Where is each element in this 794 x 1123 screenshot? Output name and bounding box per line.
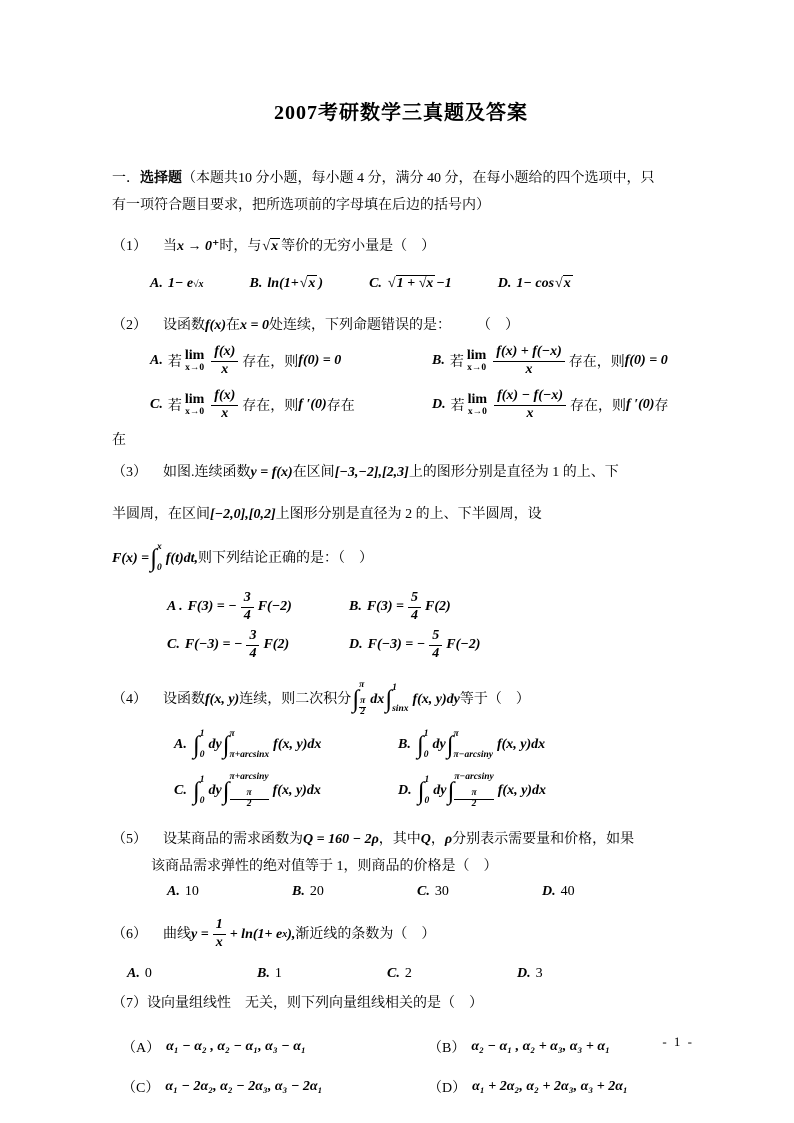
q1-sqrt-x: √x: [262, 239, 279, 254]
vector-formula: α₁ − 2α₂, α₂ − 2α₃, α₃ − 2α₁: [165, 1079, 323, 1094]
question-6: [112, 914, 690, 954]
text-run: 存在，则: [570, 399, 627, 414]
question-2: [112, 312, 690, 339]
text-run: 存: [654, 399, 669, 414]
integral-sign: ∫: [417, 777, 425, 805]
limit-operator: lim x→0: [466, 347, 487, 373]
q3-text-run: 如图.连续函数: [163, 465, 251, 480]
integral-limits: 1 0: [199, 729, 205, 760]
question-3-line2: [112, 501, 690, 528]
integral-limits: π π+arcsinx: [229, 729, 270, 760]
option-label: A.: [167, 884, 180, 899]
limit-fraction: π 2: [360, 696, 366, 717]
q2-math-run: x = 0: [240, 318, 269, 333]
limit-operator: lim x→0: [184, 347, 205, 373]
question-2-options-row2: [112, 383, 690, 427]
integral-limits: 1 0: [424, 775, 430, 806]
integral-expression: [223, 773, 272, 809]
text-run: 存在，则: [568, 355, 625, 370]
integral-sign: ∫: [385, 685, 393, 713]
integral-limits: 1 sinx: [392, 683, 409, 714]
math-run: f ′(0): [626, 397, 655, 412]
integral-sign: ∫: [192, 777, 200, 805]
section-heading: [112, 165, 690, 192]
integral-sign: ∫: [447, 777, 455, 805]
q2-text-run: 处连续，下列命题错误的是：: [268, 318, 451, 333]
option-label: B.: [257, 966, 270, 981]
question-4-number: （4）: [112, 691, 147, 707]
q3-text-run: 半圆周，在区间: [112, 507, 210, 522]
option-label: C.: [369, 276, 382, 291]
question-3: [112, 459, 690, 486]
integral-expression: [385, 684, 411, 714]
option-label: （B）: [428, 1041, 466, 1056]
sqrt-sign: √: [387, 276, 396, 291]
integral-limits: 1 0: [423, 729, 429, 760]
option-label: B.: [292, 884, 305, 899]
option-3C: C. F(−3) = − $\frac{3}{4}$ F(2): [167, 628, 290, 661]
option-label: B.: [349, 599, 362, 614]
integral-limits: π π 2: [359, 680, 366, 717]
question-7-options-row1: [112, 1037, 690, 1057]
option-label: C.: [150, 397, 163, 412]
math-run: f(0) = 0: [298, 353, 342, 368]
section-number: 一．: [112, 171, 140, 186]
q3-text-run: 上图形分别是直径为 2 的上、下半圆周，设: [275, 507, 542, 522]
option-label: A.: [150, 353, 163, 368]
integral-limits: π−arcsiny π 2: [454, 772, 494, 809]
integral-expression: [417, 730, 432, 760]
integral-expression: [150, 543, 165, 573]
q4-text-run: 连续，则二次积分: [239, 691, 352, 707]
limit-operator: lim x→0: [184, 391, 205, 417]
option-6D: D. 3: [517, 966, 543, 981]
q1-text-run: 等价的无穷小量是（ ）: [281, 239, 436, 254]
q5-text-run: 设某商品的需求函数为: [163, 832, 303, 847]
q4-math-run: f(x, y): [205, 691, 240, 707]
option-7B: [428, 1037, 610, 1057]
option-5B: B. 20: [292, 884, 324, 899]
option-4C: C. ∫ 1 0 dy ∫ π+arcsiny π 2 f(x, y)dx: [174, 772, 321, 809]
option-4D: D. ∫ 1 0 dy ∫ π−arcsiny π 2 f(x, y)dx: [398, 772, 546, 809]
q2-text-run: 设函数: [163, 318, 205, 333]
option-2C: [150, 388, 432, 421]
option-label: A.: [150, 276, 163, 291]
question-7-options-row2: [112, 1077, 690, 1097]
q2-math-run: f(x): [205, 318, 226, 333]
sqrt-expression: √1 + √x: [387, 276, 434, 291]
question-3-options-row2: [112, 626, 690, 664]
option-1D: D. 1− cos √x: [497, 276, 571, 291]
q1-text-run: 时，与: [219, 239, 262, 254]
option-5A: A. 10: [167, 884, 199, 899]
integral-sign: ∫: [446, 731, 454, 759]
vector-formula: α₁ + 2α₂, α₂ + 2α₃, α₃ + 2α₁: [472, 1079, 628, 1094]
option-4B: B. ∫ 1 0 dy ∫ π π−arcsiny f(x, y)dx: [398, 729, 546, 760]
question-6-options: [112, 966, 690, 982]
question-3-number: （3）: [112, 465, 147, 480]
sqrt-sign: √: [262, 239, 271, 254]
option-label: C.: [387, 966, 400, 981]
integral-expression: [447, 773, 496, 809]
option-2D: [432, 388, 668, 421]
option-6C: C. 2: [387, 966, 412, 981]
option-label: C.: [167, 637, 180, 652]
q4-text-run: 等于（ ）: [459, 691, 530, 707]
integral-expression: [193, 776, 208, 806]
question-7: [112, 990, 690, 1017]
option-3B: B. F(3) = $\frac{5}{4}$ F(2): [349, 590, 451, 623]
question-5-options: [112, 884, 690, 900]
math-run: f(0) = 0: [624, 353, 668, 368]
integral-sign: ∫: [416, 731, 424, 759]
question-7-number: （7）: [112, 996, 147, 1011]
question-3-options-row1: [112, 588, 690, 626]
sqrt-sign: √: [555, 276, 563, 291]
section-note-line2: 有一项符合题目要求，把所选项前的字母填在后边的括号内）: [112, 198, 490, 213]
q6-math-run: ),: [287, 926, 296, 942]
vector-formula: α₂ − α₁ , α₂ + α₃, α₃ + α₁: [471, 1039, 611, 1054]
q6-text-run: 曲线: [163, 926, 191, 942]
integral-limits: π+arcsiny π 2: [229, 772, 269, 809]
question-1: [112, 233, 690, 260]
option-label: C.: [174, 783, 187, 798]
sqrt-expression: √x: [299, 276, 316, 291]
text-run: 若: [450, 399, 465, 414]
q3-math-run: f(t)dt,: [165, 550, 199, 566]
limit-fraction: π 2: [454, 789, 493, 809]
option-7A: [122, 1037, 428, 1057]
q2-text-run: 在: [226, 318, 240, 333]
integral-sign: ∫: [222, 731, 230, 759]
exponent: x: [282, 928, 288, 940]
option-label: A.: [174, 737, 187, 752]
text-run: 若: [449, 355, 464, 370]
q4-math-run: f(x, y)dy: [412, 691, 460, 707]
sqrt-sign: √: [299, 276, 308, 291]
option-label: D.: [542, 884, 556, 899]
integral-limits: 1 0: [199, 775, 205, 806]
fraction: $\frac{3}{4}$: [241, 590, 254, 623]
question-2-options-row1: [112, 339, 690, 383]
question-5-line2: 该商品需求弹性的绝对值等于 1，则商品的价格是（ ）: [151, 859, 498, 874]
integral-limits: x 0: [157, 542, 162, 573]
option-label: D.: [432, 397, 446, 412]
q3-text-run: 在区间: [292, 465, 335, 480]
integral-expression: [223, 730, 273, 760]
integral-expression: [447, 730, 496, 760]
question-5-number: （5）: [112, 832, 147, 847]
q6-math-run: y =: [191, 926, 209, 942]
text-run: 存在，则: [242, 399, 299, 414]
sqrt-expression: √x: [555, 276, 571, 291]
limit-operator: lim x→0: [467, 391, 488, 417]
q5-text-run: ，: [430, 832, 445, 847]
section-title: 选择题: [140, 171, 182, 186]
q3-text-run: 则下列结论正确的是：（ ）: [198, 550, 374, 566]
q3-math-run: [−3,−2],[2,3]: [334, 465, 409, 480]
fraction: $\frac{3}{4}$: [246, 628, 259, 661]
option-2B: [432, 344, 668, 377]
q5-math-run: Q = 160 − 2ρ: [303, 832, 379, 847]
option-5D: D. 40: [542, 884, 575, 899]
option-label: D.: [517, 966, 531, 981]
integral-sign: ∫: [222, 777, 230, 805]
page-title: 2007考研数学三真题及答案: [274, 102, 528, 124]
fraction: $\frac{5}{4}$: [429, 628, 442, 661]
integral-expression: [418, 776, 433, 806]
option-label: D.: [398, 783, 412, 798]
text-run: 存在，则: [242, 355, 299, 370]
section-note-line1: （本题共10 分小题，每小题 4 分，满分 40 分，在每小题给的四个选项中，只: [182, 171, 655, 186]
answer-blank: （ ）: [476, 318, 519, 333]
q6-math-run: + ln(1+ e: [229, 926, 283, 942]
q5-math-run: ρ: [444, 832, 453, 847]
limit-fraction: π 2: [230, 789, 269, 809]
fraction: $\frac{f(x) - f(-x)}{x}$: [494, 388, 566, 421]
text-run: 若: [167, 399, 182, 414]
option-label: B.: [398, 737, 411, 752]
option-label: A.: [127, 966, 140, 981]
vector-formula: α₁ − α₂ , α₂ − α₁, α₃ − α₁: [166, 1039, 306, 1054]
option-label: （C）: [122, 1081, 160, 1096]
option-label: B.: [432, 353, 445, 368]
option-label: C.: [417, 884, 430, 899]
q3-math-run: F(x) =: [112, 550, 150, 566]
fraction: $\frac{5}{4}$: [408, 590, 421, 623]
q4-text-run: 设函数: [163, 691, 205, 707]
integral-sign: ∫: [352, 685, 360, 713]
option-3A: A . F(3) = − $\frac{3}{4}$ F(−2): [167, 590, 292, 623]
option-6B: B. 1: [257, 966, 282, 981]
question-1-options: [112, 276, 690, 292]
option-label: （D）: [428, 1081, 467, 1096]
question-3-line3: [112, 543, 690, 573]
option-label: （A）: [122, 1041, 161, 1056]
q4-math-run: dx: [370, 691, 385, 707]
text-run: 存在: [326, 399, 355, 414]
q3-math-run: y = f(x): [250, 465, 293, 480]
q5-text-run: ，其中: [378, 832, 421, 847]
q1-math-run: x → 0⁺: [177, 239, 220, 254]
question-4-options-row2: [112, 770, 690, 812]
q1-text-run: 当: [163, 239, 177, 254]
option-3D: D. F(−3) = − $\frac{5}{4}$ F(−2): [349, 628, 481, 661]
integral-sign: ∫: [150, 544, 157, 572]
option-1B: B. ln(1+ √x ): [249, 276, 324, 291]
fraction: $\frac{f(x)}{x}$: [211, 388, 238, 421]
fraction: $\frac{f(x)}{x}$: [211, 344, 238, 377]
option-7D: [428, 1077, 628, 1097]
integral-limits: π π−arcsiny: [453, 729, 493, 760]
fraction: $\frac{f(x) + f(-x)}{x}$: [493, 344, 564, 377]
fraction: $\frac{1}{x}$: [213, 917, 226, 950]
option-1C: C. √1 + √x −1: [369, 276, 452, 291]
option-label: B.: [249, 276, 263, 291]
page-number: - 1 -: [662, 1034, 694, 1049]
option-5C: C. 30: [417, 884, 449, 899]
q5-math-run: Q: [420, 832, 431, 847]
option-1A: A. 1− e √x: [150, 276, 204, 291]
option-7C: [122, 1077, 428, 1097]
question-5: [112, 826, 690, 853]
question-2-continuation: 在: [112, 433, 126, 448]
math-run: f ′(0): [298, 397, 327, 412]
option-6A: A. 0: [127, 966, 152, 981]
text-run: 若: [167, 355, 182, 370]
integral-expression: [352, 681, 369, 717]
q3-math-run: [−2,0],[0,2]: [210, 507, 276, 522]
question-4: [112, 678, 690, 720]
question-4-options-row1: [112, 724, 690, 766]
q6-text-run: 渐近线的条数为（ ）: [295, 926, 436, 942]
integral-expression: [193, 730, 208, 760]
option-label: A .: [167, 599, 183, 614]
integral-sign: ∫: [192, 731, 200, 759]
option-4A: A. ∫ 1 0 dy ∫ π π+arcsinx f(x, y)dx: [174, 729, 322, 760]
option-label: D.: [497, 276, 512, 291]
question-1-number: （1）: [112, 239, 147, 254]
option-label: D.: [349, 637, 363, 652]
question-6-number: （6）: [112, 926, 147, 942]
q5-text-run: 分别表示需要量和价格，如果: [452, 832, 635, 847]
option-2A: [150, 344, 432, 377]
q3-text-run: 上的图形分别是直径为 1 的上、下: [408, 465, 619, 480]
question-2-number: （2）: [112, 318, 147, 333]
q7-text-run: 设向量组线性 无关，则下列向量组线相关的是（ ）: [147, 996, 483, 1011]
